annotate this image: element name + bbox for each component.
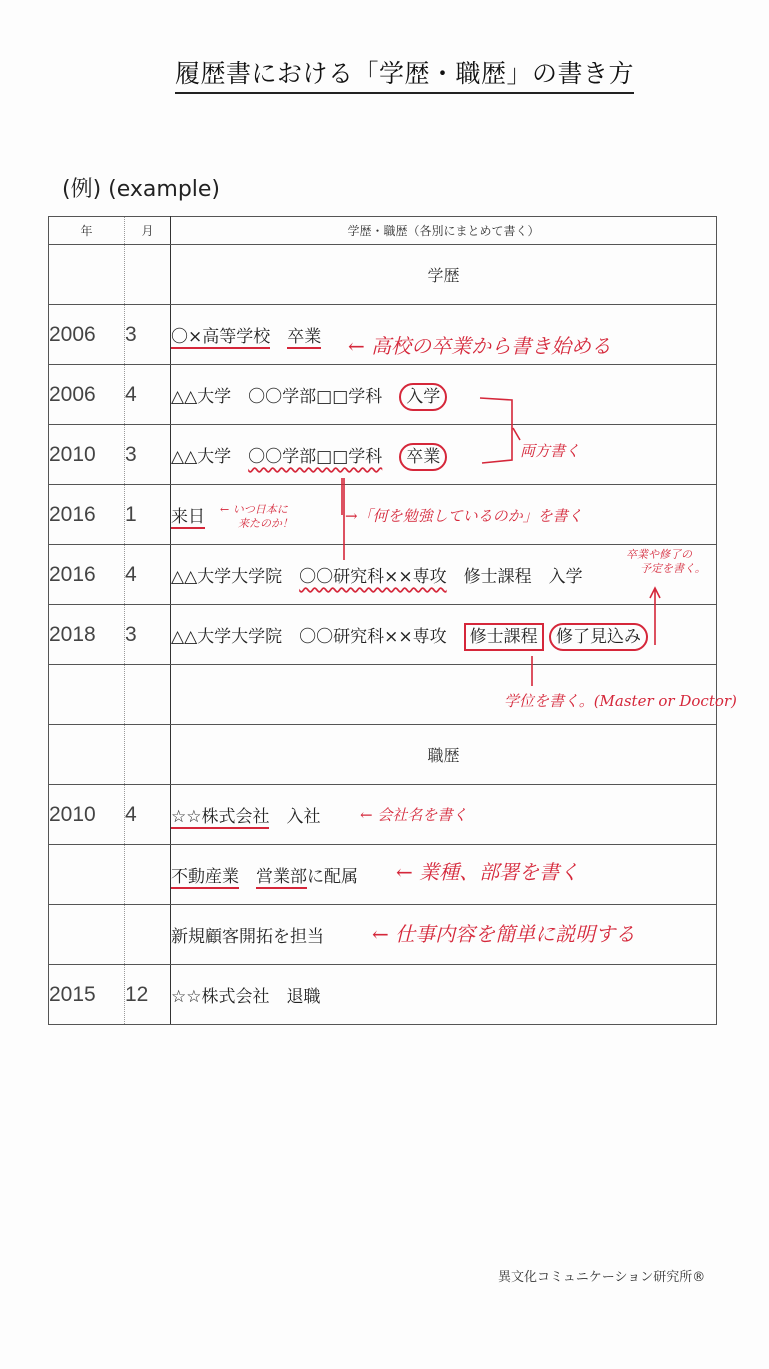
row-year: 2015	[49, 965, 125, 1025]
annotation-both: 両方書く	[520, 442, 581, 460]
footer-copyright: 異文化コミュニケーション研究所®	[498, 1270, 706, 1285]
row-description	[171, 425, 717, 485]
status-graduated: 卒業	[399, 443, 447, 471]
annotation-industry: ← 業種、部署を書く	[396, 860, 580, 884]
annotation-arrival-line2: 来たのか！	[238, 517, 293, 530]
row-month: 4	[125, 365, 171, 425]
annotation-duties: ← 仕事内容を簡単に説明する	[372, 922, 636, 946]
section-row-education	[49, 245, 717, 305]
row-year: 2016	[49, 545, 125, 605]
annotation-study: →「何を勉強しているのか」を書く	[345, 507, 583, 525]
school-name: △△大学	[171, 447, 232, 467]
row-year: 2010	[49, 425, 125, 485]
status-expected: 修了見込み	[549, 623, 648, 651]
status-joined: 入社	[286, 807, 321, 827]
annotation-expected-line1: 卒業や修了の	[626, 548, 692, 561]
table-row	[49, 845, 717, 905]
school-name: △△大学大学院 〇〇研究科××専攻	[171, 627, 447, 647]
header-month: 月	[125, 217, 171, 245]
row-month: 3	[125, 605, 171, 665]
company-name: ☆☆株式会社	[171, 987, 270, 1007]
school-name: △△大学 〇〇学部□□学科	[171, 387, 383, 407]
row-year: 2010	[49, 785, 125, 845]
row-description	[171, 965, 717, 1025]
course-name: 〇〇研究科××専攻	[299, 567, 447, 587]
school-name: △△大学大学院	[171, 567, 283, 587]
section-row-work	[49, 725, 717, 785]
row-month: 4	[125, 785, 171, 845]
row-year	[49, 845, 125, 905]
table-row	[49, 605, 717, 665]
row-year: 2006	[49, 365, 125, 425]
table-row	[49, 425, 717, 485]
degree-program: 修士課程	[464, 623, 544, 651]
row-year: 2018	[49, 605, 125, 665]
arrival-entry: 来日	[171, 507, 205, 527]
section-title-work: 職歴	[171, 725, 717, 785]
row-year: 2006	[49, 305, 125, 365]
industry: 不動産業	[171, 867, 239, 887]
row-month: 3	[125, 305, 171, 365]
table-row	[49, 365, 717, 425]
status-enrolled: 入学	[399, 383, 447, 411]
row-month: 1	[125, 485, 171, 545]
table-row	[49, 965, 717, 1025]
page-title: 履歴書における「学歴・職歴」の書き方	[175, 54, 634, 94]
row-month	[125, 845, 171, 905]
status-graduated: 卒業	[287, 327, 322, 347]
annotation-arrival-line1: ← いつ日本に	[220, 503, 288, 516]
row-month: 4	[125, 545, 171, 605]
section-title-education: 学歴	[171, 245, 717, 305]
duties-text: 新規顧客開拓を担当	[171, 927, 324, 947]
annotation-expected-line2: 予定を書く。	[640, 562, 706, 575]
annotation-company: ← 会社名を書く	[360, 806, 468, 824]
example-label: (例) (example)	[62, 177, 221, 202]
annotation-highschool: ← 高校の卒業から書き始める	[348, 334, 612, 358]
table-row	[49, 545, 717, 605]
header-year: 年	[49, 217, 125, 245]
status-resigned: 退職	[286, 987, 321, 1007]
school-name: 〇×高等学校	[171, 327, 271, 347]
row-month: 12	[125, 965, 171, 1025]
row-year: 2016	[49, 485, 125, 545]
company-name: ☆☆株式会社	[171, 807, 270, 827]
faculty-name: 〇〇学部□□学科	[248, 447, 383, 467]
status-enrolled: 修士課程 入学	[463, 567, 583, 587]
row-year	[49, 905, 125, 965]
annotation-degree: 学位を書く。(Master or Doctor)	[504, 692, 737, 710]
header-description: 学歴・職歴（各別にまとめて書く）	[171, 217, 717, 245]
row-description	[171, 605, 717, 665]
row-description	[171, 365, 717, 425]
department: 営業部	[256, 867, 307, 887]
assignment-text: に配属	[307, 867, 358, 887]
table-header-row	[49, 217, 717, 245]
row-month: 3	[125, 425, 171, 485]
row-month	[125, 905, 171, 965]
